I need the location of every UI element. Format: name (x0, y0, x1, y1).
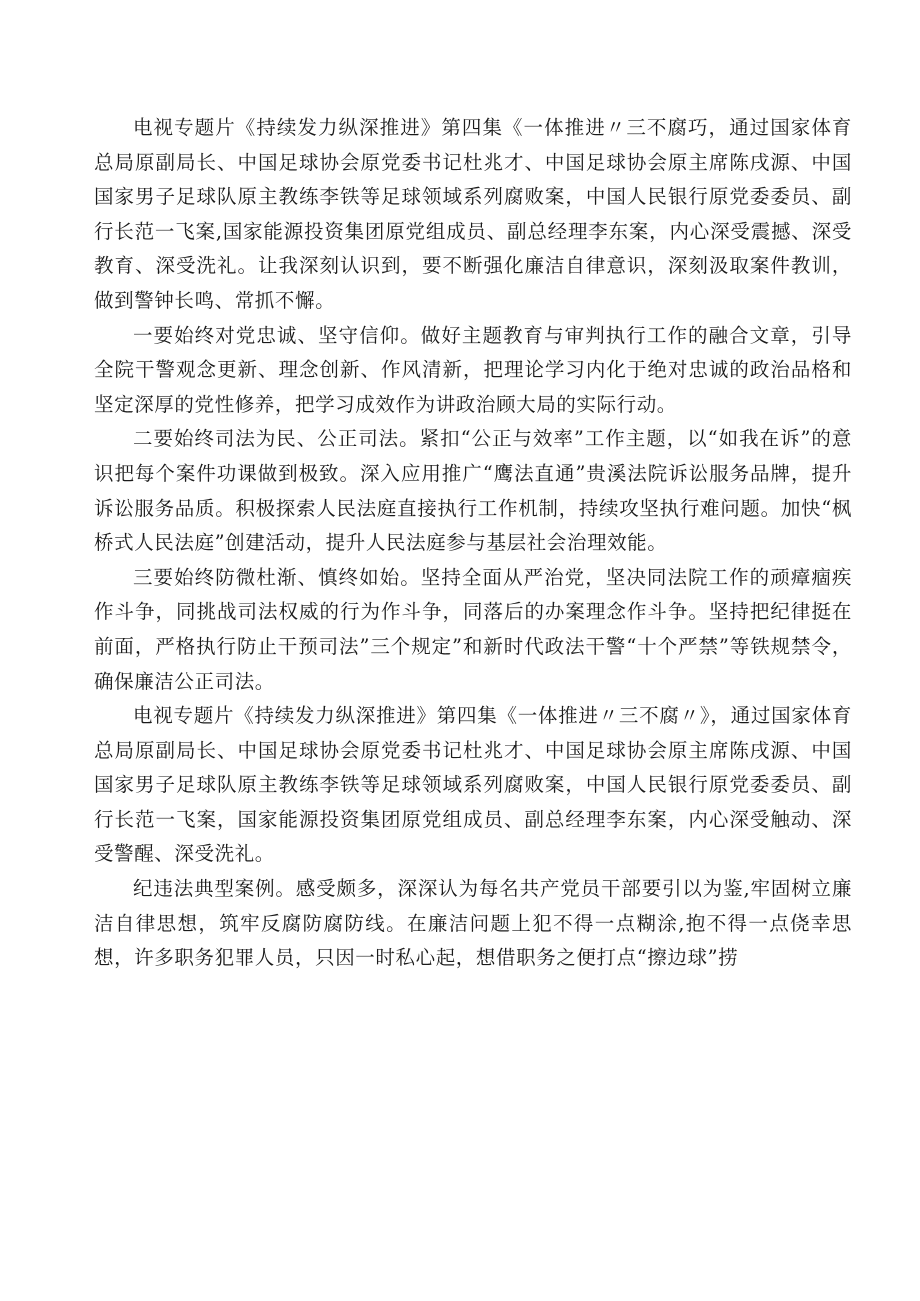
paragraph-1: 电视专题片《持续发力纵深推进》第四集《一体推进〃三不腐巧，通过国家体育总局原副局长、中国足球协会原党委书记杜兆才、中国足球协会原主席陈戌源、中国国家男子足球队原主教练李铁等足球领域系列腐败案，中国人民银行原党委委员、副行长范一飞案,国家能源投资集团原党组成员、副总经理李东案，内心深受震撼、深受教育、深受洗礼。让我深刻认识到，要不断强化廉洁自律意识，深刻汲取案件教训，做到警钟长鸣、常抓不懈。 (94, 116, 852, 312)
paragraph-2: 一要始终对党忠诚、坚守信仰。做好主题教育与审判执行工作的融合文章，引导全院干警观念更新、理念创新、作风清新，把理论学习内化于绝对忠诚的政治品格和坚定深厚的党性修养，把学习成效作为讲政治顾大局的实际行动。 (94, 323, 852, 416)
paragraph-3: 二要始终司法为民、公正司法。紧扣“公正与效率”工作主题，以“如我在诉”的意识把每个案件功课做到极致。深入应用推广“鹰法直通”贵溪法院诉讼服务品牌，提升诉讼服务品质。积极探索人民法庭直接执行工作机制，持续攻坚执行难问题。加快“枫桥式人民法庭”创建活动，提升人民法庭参与基层社会治理效能。 (94, 427, 852, 555)
document-body (94, 111, 852, 976)
paragraph-5: 电视专题片《持续发力纵深推进》第四集《一体推进〃三不腐〃》，通过国家体育总局原副局长、中国足球协会原党委书记杜兆才、中国足球协会原主席陈戌源、中国国家男子足球队原主教练李铁等足球领域系列腐败案，中国人民银行原党委委员、副行长范一飞案，国家能源投资集团原党组成员、副总经理李东案，内心深受触动、深受警醒、深受洗礼。 (94, 704, 852, 866)
paragraph-6: 纪违法典型案例。感受颇多，深深认为每名共产党员干部要引以为鉴,牢固树立廉洁自律思想，筑牢反腐防腐防线。在廉洁问题上犯不得一点糊涂,抱不得一点侥幸思想，许多职务犯罪人员，只因一时私心起，想借职务之便打点“擦边球”捞 (94, 877, 852, 970)
paragraph-4: 三要始终防微杜渐、慎终如始。坚持全面从严治党，坚决同法院工作的顽瘴痼疾作斗争，同挑战司法权威的行为作斗争，同落后的办案理念作斗争。坚持把纪律挺在前面，严格执行防止干预司法”三个规定”和新时代政法干警“十个严禁”等铁规禁令，确保廉洁公正司法。 (94, 565, 852, 693)
